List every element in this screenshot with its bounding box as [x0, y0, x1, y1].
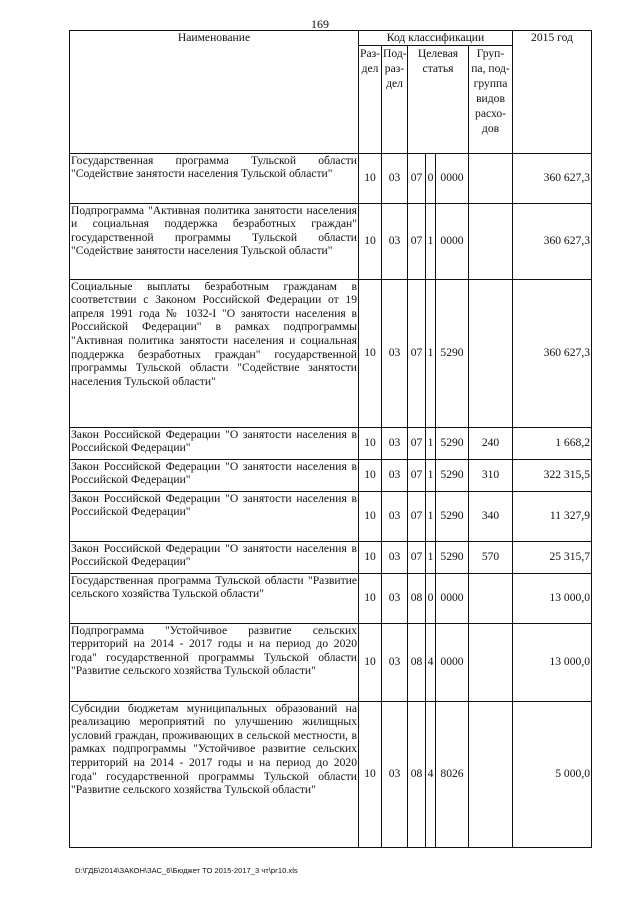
header-name: Наименование	[70, 31, 359, 154]
row-group	[469, 573, 513, 623]
row-amount: 360 627,3	[513, 153, 592, 203]
row-subsection: 03	[382, 427, 408, 459]
row-amount: 1 668,2	[513, 427, 592, 459]
table-row	[70, 701, 592, 847]
table-row	[70, 279, 592, 427]
row-program: 07	[408, 459, 426, 491]
row-section: 10	[359, 491, 382, 541]
row-amount: 13 000,0	[513, 623, 592, 701]
row-name: Государственная программа Тульской области "Развитие сельского хозяйства Тульской области"	[70, 573, 359, 623]
row-subsection: 03	[382, 459, 408, 491]
row-subprogram: 1	[426, 541, 436, 573]
header-section: Раз-дел	[359, 45, 382, 153]
row-name: Закон Российской Федерации "О занятости населения в Российской Федерации"	[70, 427, 359, 459]
row-code: 5290	[436, 279, 469, 427]
row-subprogram: 1	[426, 427, 436, 459]
row-subsection: 03	[382, 541, 408, 573]
row-subprogram: 0	[426, 153, 436, 203]
row-amount: 5 000,0	[513, 701, 592, 847]
row-group: 310	[469, 459, 513, 491]
row-name: Социальные выплаты безработным гражданам в соответствии с Законом Российской Федерации от 19 апреля 1991 года № 1032-I "О занятости населения в Российской Федерации" в рамках подпрограммы "Активная политика занятости населения и социальная поддержка безработных граждан" государственной программы Тульской области "Содействие занятости населения Тульской области"	[70, 279, 359, 427]
row-code: 5290	[436, 459, 469, 491]
row-subprogram: 1	[426, 279, 436, 427]
row-subprogram: 1	[426, 491, 436, 541]
row-group: 240	[469, 427, 513, 459]
row-program: 07	[408, 279, 426, 427]
row-section: 10	[359, 203, 382, 279]
table-row	[70, 491, 592, 541]
row-amount: 360 627,3	[513, 279, 592, 427]
header-subsection: Под-раз-дел	[382, 45, 408, 153]
row-program: 07	[408, 203, 426, 279]
row-program: 08	[408, 573, 426, 623]
budget-table	[69, 30, 592, 848]
row-group: 570	[469, 541, 513, 573]
row-amount: 322 315,5	[513, 459, 592, 491]
row-code: 8026	[436, 701, 469, 847]
row-subprogram: 4	[426, 701, 436, 847]
row-amount: 25 315,7	[513, 541, 592, 573]
row-name: Закон Российской Федерации "О занятости населения в Российской Федерации"	[70, 491, 359, 541]
row-code: 5290	[436, 541, 469, 573]
row-group	[469, 153, 513, 203]
header-classification: Код классификации	[359, 31, 513, 46]
row-subsection: 03	[382, 701, 408, 847]
row-section: 10	[359, 427, 382, 459]
file-path-footer: D:\ГДБ\2014\ЗАКОН\ЗАС_6\Бюджет ТО 2015-2017_3 чт\рг10.xls	[75, 866, 298, 875]
table-row	[70, 203, 592, 279]
table-row	[70, 541, 592, 573]
row-section: 10	[359, 541, 382, 573]
row-subprogram: 1	[426, 459, 436, 491]
row-amount: 360 627,3	[513, 203, 592, 279]
row-subprogram: 1	[426, 203, 436, 279]
row-subsection: 03	[382, 491, 408, 541]
row-subsection: 03	[382, 203, 408, 279]
row-section: 10	[359, 153, 382, 203]
row-subsection: 03	[382, 153, 408, 203]
row-program: 07	[408, 491, 426, 541]
row-section: 10	[359, 701, 382, 847]
row-section: 10	[359, 573, 382, 623]
row-group	[469, 203, 513, 279]
row-amount: 13 000,0	[513, 573, 592, 623]
row-section: 10	[359, 279, 382, 427]
row-subsection: 03	[382, 279, 408, 427]
row-program: 07	[408, 541, 426, 573]
header-year: 2015 год	[513, 31, 592, 154]
table-row	[70, 427, 592, 459]
row-code: 0000	[436, 153, 469, 203]
row-code: 5290	[436, 491, 469, 541]
table-row	[70, 573, 592, 623]
page-number: 169	[311, 17, 329, 31]
row-section: 10	[359, 623, 382, 701]
row-subprogram: 0	[426, 573, 436, 623]
row-subsection: 03	[382, 573, 408, 623]
row-name: Подпрограмма "Устойчивое развитие сельских территорий на 2014 - 2017 годы и на период до 2020 года" государственной программы Тульской области "Развитие сельского хозяйства Тульской области"	[70, 623, 359, 701]
row-name: Закон Российской Федерации "О занятости населения в Российской Федерации"	[70, 541, 359, 573]
header-expense-group: Груп-па, под-группа видов расхо-дов	[469, 45, 513, 153]
row-subsection: 03	[382, 623, 408, 701]
row-code: 0000	[436, 203, 469, 279]
table-row	[70, 623, 592, 701]
row-program: 08	[408, 701, 426, 847]
row-name: Подпрограмма "Активная политика занятости населения и социальная поддержка безработных граждан" государственной программы Тульской области "Содействие занятости населения Тульской области"	[70, 203, 359, 279]
table-row	[70, 459, 592, 491]
row-group	[469, 623, 513, 701]
row-code: 0000	[436, 573, 469, 623]
row-amount: 11 327,9	[513, 491, 592, 541]
row-group: 340	[469, 491, 513, 541]
table-row	[70, 153, 592, 203]
row-name: Государственная программа Тульской области "Содействие занятости населения Тульской области"	[70, 153, 359, 203]
header-target-article: Целевая статья	[408, 45, 469, 153]
row-program: 08	[408, 623, 426, 701]
row-subprogram: 4	[426, 623, 436, 701]
row-name: Субсидии бюджетам муниципальных образований на реализацию мероприятий по улучшению жилищных условий граждан, проживающих в сельской местности, в рамках подпрограммы "Устойчивое развитие сельских территорий на 2014 - 2017 годы и на период до 2020 года" государственной программы Тульской области "Развитие сельского хозяйства Тульской области"	[70, 701, 359, 847]
row-program: 07	[408, 153, 426, 203]
row-group	[469, 279, 513, 427]
row-program: 07	[408, 427, 426, 459]
row-name: Закон Российской Федерации "О занятости населения в Российской Федерации"	[70, 459, 359, 491]
row-code: 0000	[436, 623, 469, 701]
row-code: 5290	[436, 427, 469, 459]
header-row-top	[70, 31, 592, 46]
row-group	[469, 701, 513, 847]
row-section: 10	[359, 459, 382, 491]
